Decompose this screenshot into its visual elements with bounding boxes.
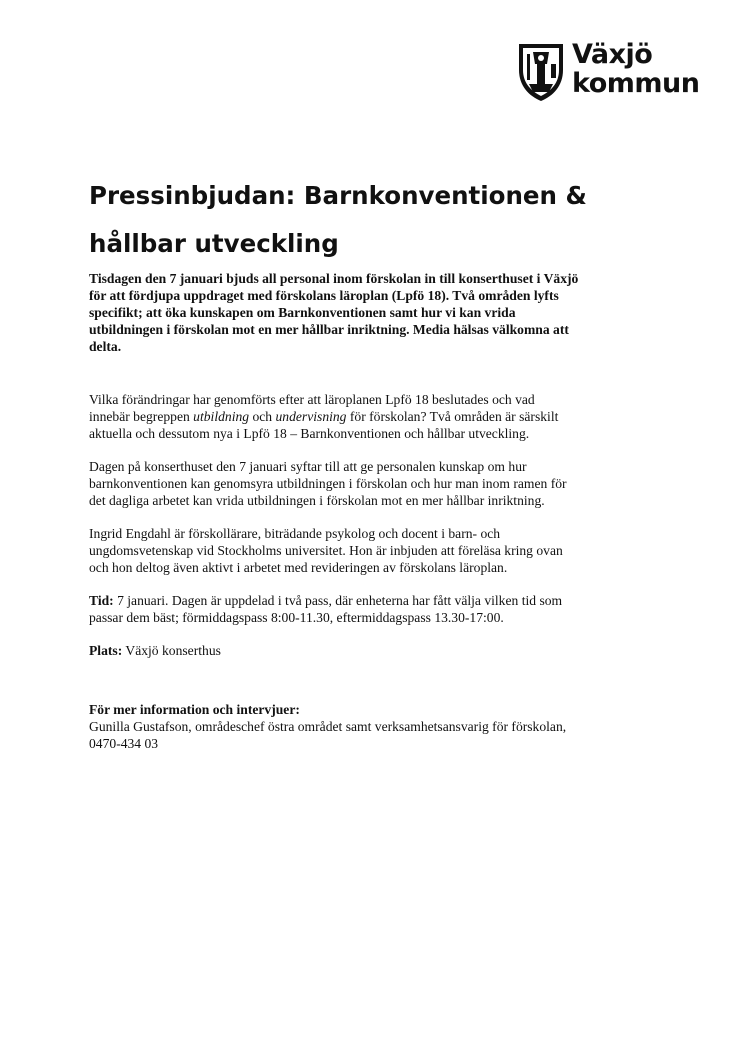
lead-paragraph [89,270,657,355]
text-fragment: och [249,409,276,424]
text-line: Ingrid Engdahl är förskollärare, biträdande psykolog och docent i barn- och [89,526,501,541]
text-fragment: för förskolan? Två områden är särskilt [346,409,559,424]
lead-line: delta. [89,339,122,354]
italic-term: undervisning [275,409,347,424]
text-line: passar dem bäst; förmiddagspass 8:00-11.30, eftermiddagspass 13.30-17:00. [89,610,504,625]
document-body [89,270,657,752]
lead-line: för att fördjupa uppdraget med förskolans läroplan (Lpfö 18). Två områden lyfts [89,288,559,303]
logo-line-1: Växjö [572,39,653,70]
text-line: aktuella och dessutom nya i Lpfö 18 – Barnkonventionen och hållbar utveckling. [89,426,530,441]
place-label: Plats: [89,643,123,658]
lead-line: utbildningen i förskolan mot en mer hållbar inriktning. Media hälsas välkomna att [89,322,569,337]
lead-line: specifikt; att öka kunskapen om Barnkonventionen samt hur vi kan vrida [89,305,516,320]
page-title [89,172,689,268]
text-line: Vilka förändringar har genomförts efter att läroplanen Lpfö 18 beslutades och vad [89,392,535,407]
paragraph-2 [89,458,657,509]
text-line: Dagen på konserthuset den 7 januari syftar till att ge personalen kunskap om hur [89,459,527,474]
logo-line-2: kommun [572,68,700,99]
title-line-2: hållbar utveckling [89,229,339,258]
text-line: barnkonventionen kan genomsyra utbildningen i förskolan och hur man inom ramen för [89,476,567,491]
place-value: Växjö konserthus [122,643,221,658]
title-line-1: Pressinbjudan: Barnkonventionen & [89,181,587,210]
place-paragraph [89,642,657,659]
lead-line: Tisdagen den 7 januari bjuds all personal inom förskolan in till konserthuset i Växjö [89,271,579,286]
vaxjo-kommun-logo [517,40,707,104]
phone-number: 0470-434 03 [89,736,159,751]
paragraph-1 [89,391,657,442]
text-line: det dagliga arbetet kan vrida utbildningen i förskolan mot en mer hållbar inriktning. [89,493,545,508]
contact-paragraph [89,701,657,752]
text-line: innebär begreppen [89,409,194,424]
time-label: Tid: [89,593,114,608]
time-paragraph [89,592,657,626]
coat-of-arms-icon [517,40,565,102]
text-line: 7 januari. Dagen är uppdelad i två pass, där enheterna har fått välja vilken tid som [113,593,563,608]
text-line: Gunilla Gustafson, områdeschef östra området samt verksamhetsansvarig för förskolan, [89,719,567,734]
text-line: och hon deltog även aktivt i arbetet med revideringen av förskolans läroplan. [89,560,508,575]
text-line: ungdomsvetenskap vid Stockholms universitet. Hon är inbjuden att föreläsa kring ovan [89,543,563,558]
italic-term: utbildning [193,409,250,424]
contact-heading: För mer information och intervjuer: [89,702,300,717]
paragraph-3 [89,525,657,576]
